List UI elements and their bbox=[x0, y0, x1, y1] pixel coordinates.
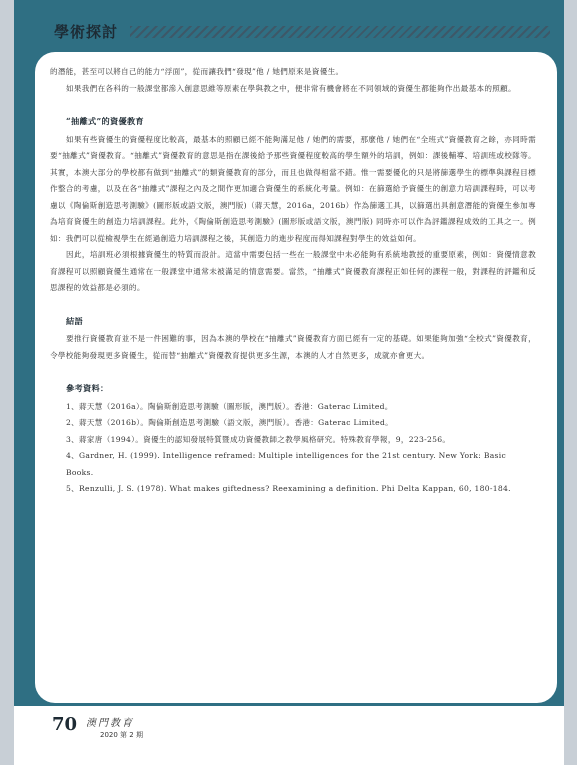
paragraph: 如果我們在各科的一般課堂都滲入創意思維等原素在學與教之中，便非常有機會將在不同領域的資優生都能夠作出最基本的照顧。 bbox=[66, 83, 516, 93]
header-hatch-pattern bbox=[130, 26, 550, 38]
page bbox=[14, 0, 564, 765]
reference-item: 2、蔣天慧（2016b）。陶倫斯創造思考測驗（語文版，澳門版）。香港：Gaterac Limited。 bbox=[66, 418, 393, 427]
reference-item: 5、Renzulli, J. S. (1978). What makes giftedness? Reexamining a definition. Phi Delta Kappan, 60, 180-184. bbox=[66, 484, 511, 493]
page-footer bbox=[14, 706, 564, 765]
references-list bbox=[50, 399, 536, 498]
reference-item: 3、蔣家唐（1994）。資優生的認知發展特質暨成功資優教師之教學風格研究。特殊教育學報，9，223-256。 bbox=[66, 434, 451, 444]
magazine-logo: 澳門教育 bbox=[86, 718, 134, 729]
header-accent-block bbox=[14, 22, 48, 42]
section-heading: “抽離式”的資優教育 bbox=[66, 116, 144, 126]
issue-label: 2020 第 2 期 bbox=[100, 731, 143, 739]
reference-item: 1、蔣天慧（2016a）。陶倫斯創造思考測驗（圖形版，澳門版）。香港：Gaterac Limited。 bbox=[66, 401, 393, 411]
header bbox=[14, 18, 564, 46]
paragraph: 的潛能，甚至可以將自己的能力“浮面”，從而讓我們“發現”他 / 她們原來是資優生。 bbox=[50, 67, 344, 76]
section-heading: 結語 bbox=[66, 315, 83, 326]
reference-item: 4、Gardner, H. (1999). Intelligence reframed: Multiple intelligences for the 21st century. New York: Basic Books. bbox=[66, 451, 507, 477]
page-number: 70 bbox=[52, 714, 78, 735]
paragraph: 要推行資優教育並不是一件困難的事，因為本澳的學校在“抽離式”資優教育方面已經有一定的基礎。如果能夠加強“全校式”資優教育，令學校能夠發現更多資優生，從而替“抽離式”資優教育提供更多生源，本澳的人才自然更多，成就亦會更大。 bbox=[50, 334, 536, 360]
paragraph: 如果有些資優生的資優程度比較高，最基本的照顧已經不能夠滿足他 / 她們的需要，那麼他 / 她們在“全班式”資優教育之餘，亦同時需要“抽離式”資優教育。“抽離式”資優教育的意思是指在課後給予那些資優程度較高的學生額外的培訓，例如：課後輔導、培訓班或校隊等。其實，本澳大部分的學校都有做到“抽離式”的類資優教育的部分，而且也做得相當不錯。惟一需要優化的只是將篩選學生的標準與課程目標作整合的考慮，以及在各“抽離式”課程之內及之間作更加適合資優生的系統化考量。例如：在篩選給予資優生的創意力培訓課程時，可以考慮以《陶倫斯創造思考測驗》(圖形版或語文版，澳門版)（蔣天慧，2016a，2016b）作為篩選工具，以篩選出具創意潛能的資優生參加專為培育資優生的創造力培訓課程。此外，《陶倫斯創造思考測驗》(圖形版或語文版，澳門版) 同時亦可以作為評鑑課程成效的工具之一。例如：我們可以從檢視學生在經過創造力培訓課程之後，其創造力的進步程度而得知課程對學生的效益如何。 bbox=[50, 134, 536, 243]
references-heading: 參考資料： bbox=[66, 383, 109, 393]
paragraph: 因此，培訓班必須根據資優生的特質而設計。這當中需要包括一些在一般課堂中未必能夠有系統地教授的重要原素，例如：資優情意教育課程可以照顧資優生通常在一般課堂中通常未被滿足的情意需要。當然，“抽離式”資優教育課程正如任何的課程一般，對課程的評鑑和反思課程的效益都是必須的。 bbox=[50, 250, 536, 292]
article-content bbox=[50, 64, 536, 498]
section-header-title: 學術探討 bbox=[54, 23, 119, 41]
